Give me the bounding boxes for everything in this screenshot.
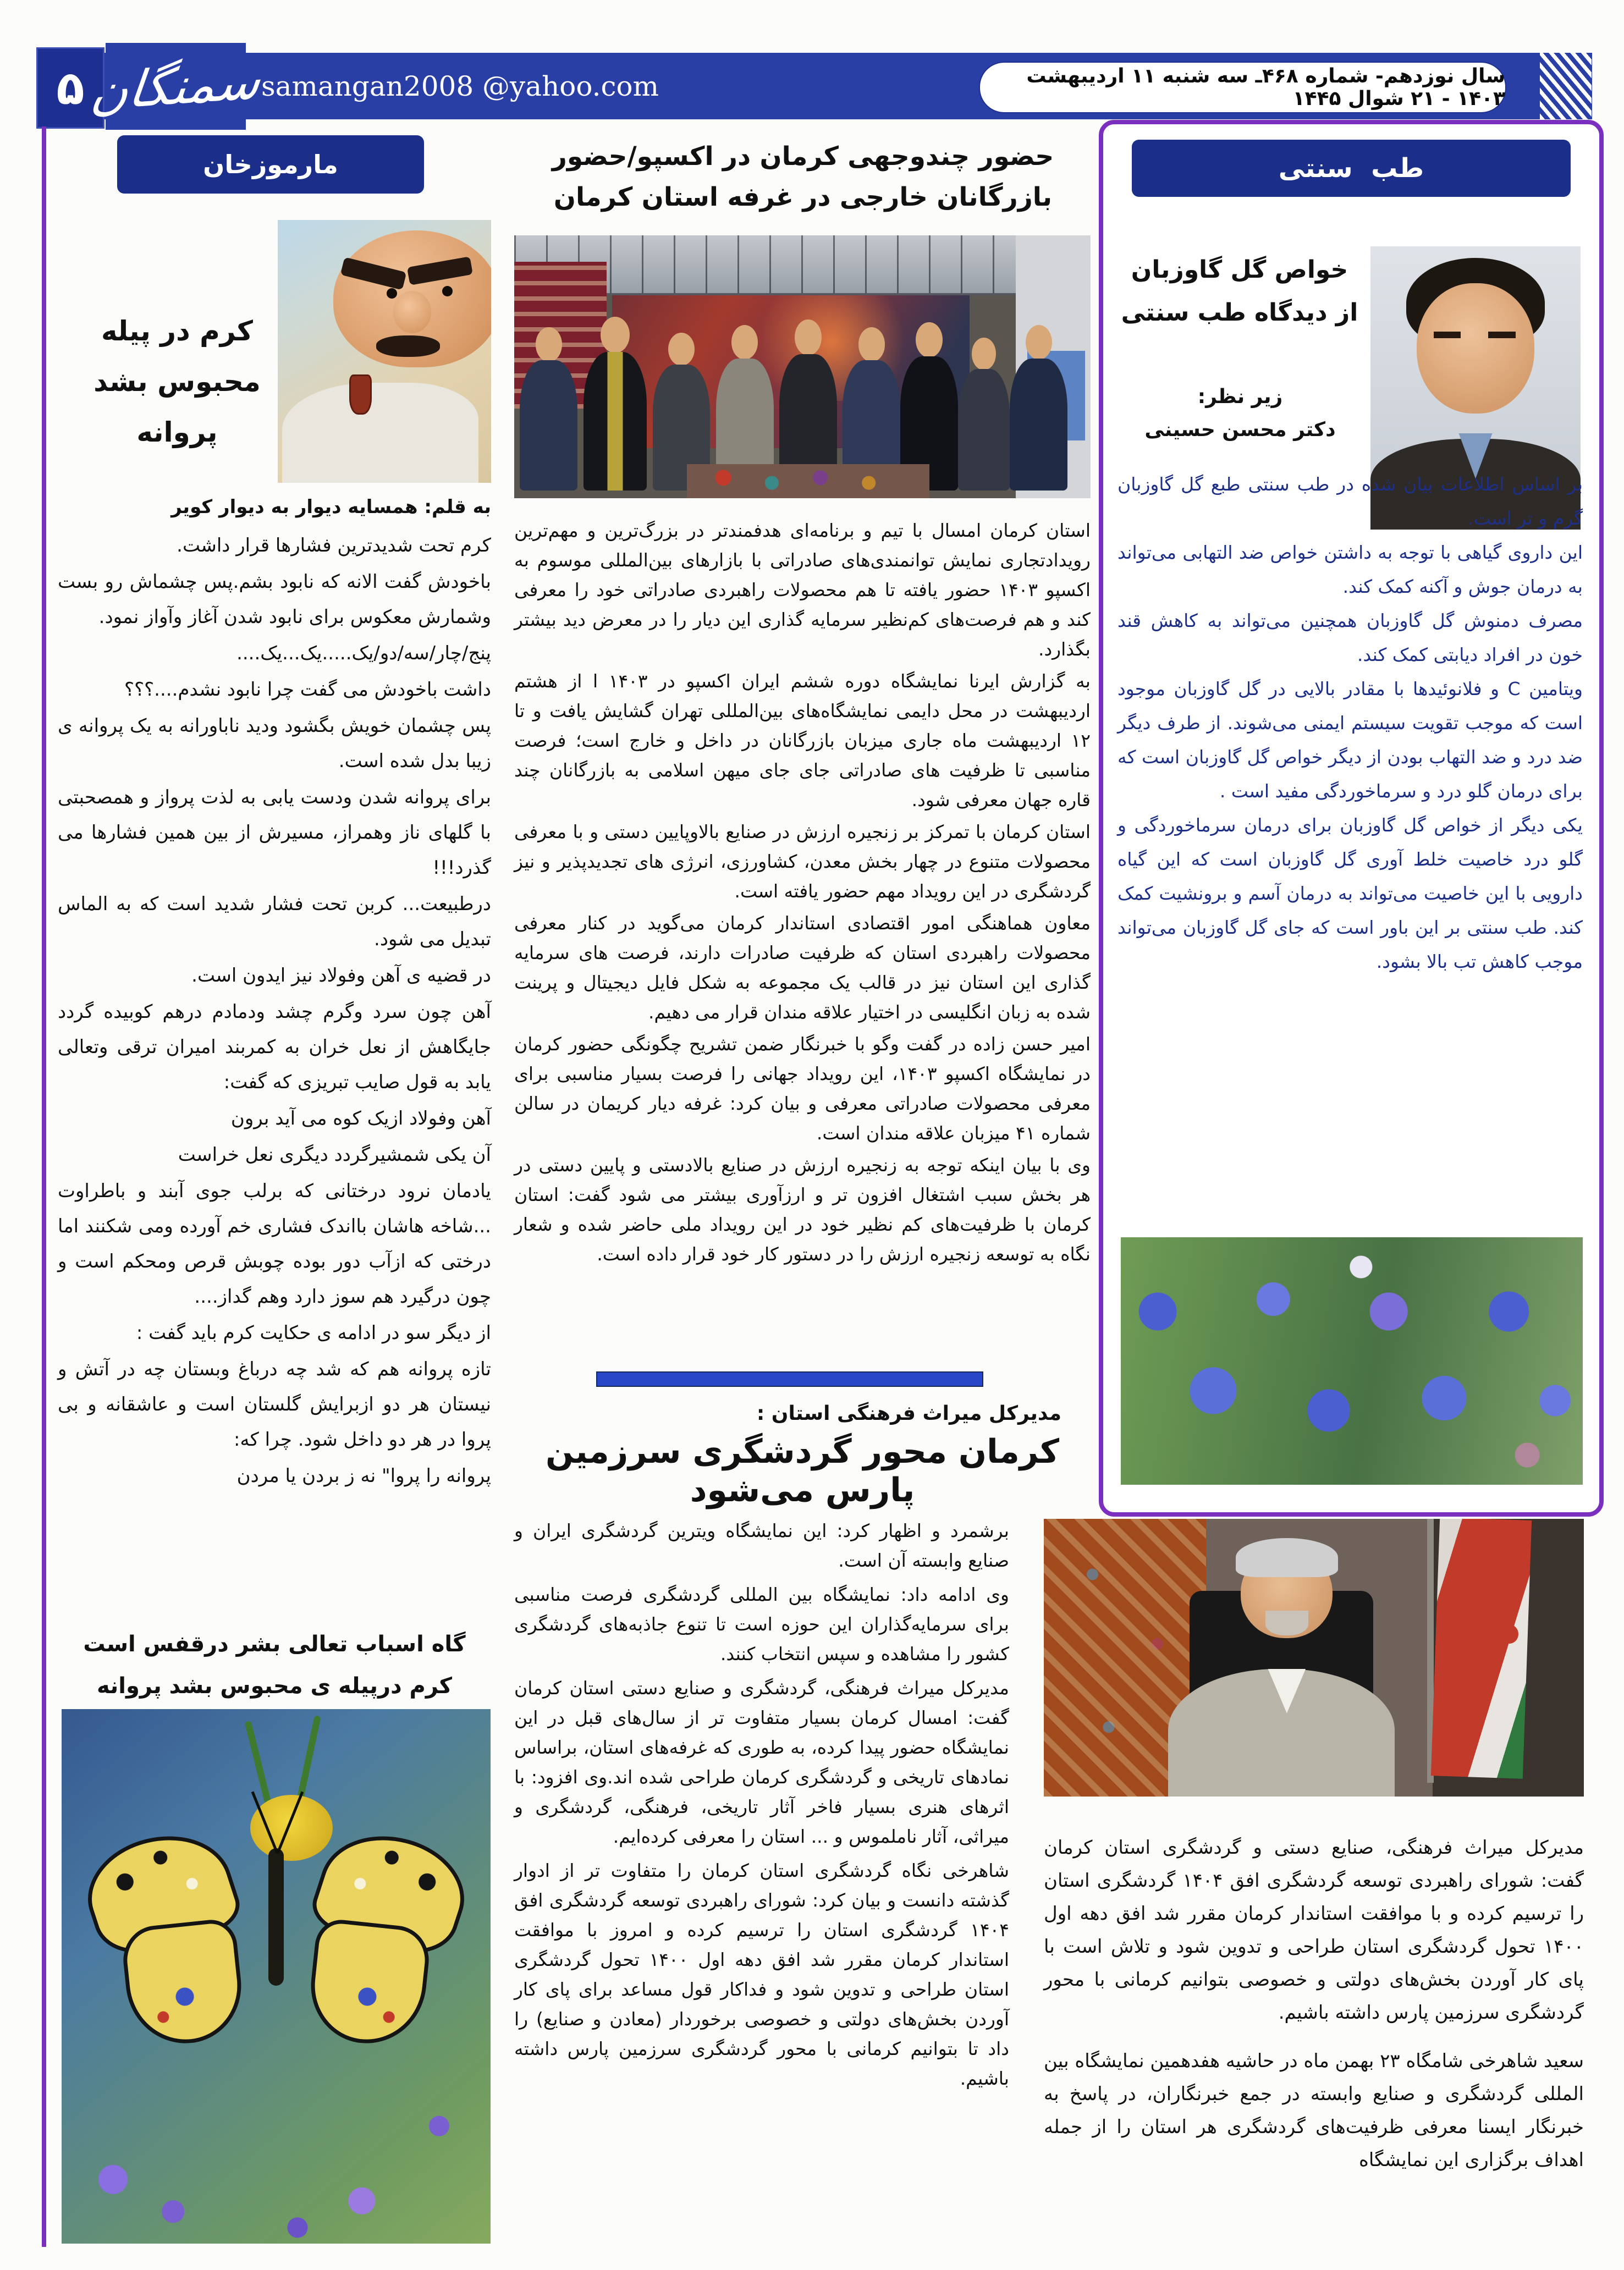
article-paragraph: کرم تحت شدیدترین فشارها قرار داشت. bbox=[177, 535, 491, 557]
iran-flag bbox=[1431, 1519, 1532, 1778]
section-header-marmoozkhan bbox=[117, 135, 424, 194]
article-paragraph: آن یکی شمشیرگردد دیگری نعل خراست bbox=[178, 1144, 491, 1166]
medicine-article-title: خواص گل گاوزبان از دیدگاه طب سنتی bbox=[1121, 256, 1358, 327]
butterfly-photo bbox=[62, 1709, 491, 2244]
yellow-flower bbox=[250, 1795, 333, 1861]
products-table bbox=[687, 464, 929, 498]
article-paragraph: آهن وفولاد ازیک کوه می آید برون bbox=[230, 1108, 491, 1130]
section-header-tib-sonnati bbox=[1132, 140, 1571, 197]
left-article-byline: به قلم: همسایه دیوار به دیوار کویر bbox=[171, 496, 491, 518]
tourism-article-body bbox=[514, 1516, 1009, 2098]
article-paragraph: داشت باخودش می گفت چرا نابود نشدم....؟؟؟ bbox=[124, 679, 491, 701]
supervisor-name: دکتر محسن حسینی bbox=[1144, 418, 1336, 441]
section-label: طب سنتی bbox=[1278, 153, 1424, 184]
portrait-eyebrow bbox=[1488, 332, 1516, 338]
portrait-eyebrow bbox=[1434, 332, 1461, 338]
tourism-article-headline: کرمان محور گردشگری سرزمین پارس می‌شود bbox=[545, 1432, 1060, 1509]
person-silhouette bbox=[583, 317, 647, 490]
portrait-face bbox=[1417, 283, 1534, 414]
article-paragraph: استان کرمان امسال با تیم و برنامه‌ای هدفمندتر در بزرگ‌ترین و مهم‌ترین رویدادتجاری نمایش توانمندی‌های صادراتی با بازارهای بین‌المللی موسوم به اکسپو ۱۴۰۳ حضور یافته تا هم محصولات راهبردی صادراتی خود را معرفی کند و هم فرصت‌های کم‌نظیر سرمایه گذاری این دیار را در معرض دید بیشتر بگذارد. bbox=[514, 520, 1091, 660]
section-divider-bar bbox=[596, 1371, 983, 1387]
article-paragraph: تازه پروانه هم که شد چه درباغ وبستان چه در آتش و نیستان هر دو ازبرایش گلستان است و عاشقانه و بی پروا در هر دو داخل شود. چرا که: bbox=[58, 1358, 491, 1451]
cartoon-mustache bbox=[376, 335, 440, 356]
article-paragraph: معاون هماهنگی امور اقتصادی استاندار کرمان می‌گوید در کنار معرفی محصولات راهبردی استان که ظرفیت صادرات دارند، فرصت های سرمایه گذاری این استان نیز در قالب یک مجموعه به شکل فایل دیجیتال و پرینت شده به زبان انگلیسی در اختیار علاقه مندان قرار می دهیم. bbox=[514, 912, 1091, 1023]
article-paragraph: برای پروانه شدن ودست یابی به لذت پرواز و همصحبتی با گلهای ناز وهمراز، مسیرش از بین همین فشارها می گذرد!!! bbox=[58, 786, 491, 879]
article-paragraph: از دیگر سو در ادامه ی حکایت کرم باید گفت : bbox=[136, 1322, 491, 1344]
medicine-article-body bbox=[1117, 467, 1583, 979]
article-paragraph: برشمرد و اظهار کرد: این نمایشگاه ویترین گردشگری ایران و صنایع وابسته آن است. bbox=[514, 1520, 1009, 1571]
article-paragraph: آهن چون سرد وگرم چشد ودمادم درهم کوبیده گردد جایگاهش از نعل خران به کمربند امیران ترقی وتعالی یابد به قول صایب تبریزی که گفت: bbox=[58, 1001, 491, 1093]
article-paragraph: بر اساس اطلاعات بیان شده در طب سنتی طبع گل گاوزبان گرم و تر است. bbox=[1117, 473, 1583, 529]
left-column-rule bbox=[42, 126, 46, 2247]
cartoon-body bbox=[282, 383, 478, 483]
cartoon-tea-glass bbox=[349, 374, 372, 415]
article-paragraph: شاهرخی نگاه گردشگری استان کرمان را متفاوت تر از ادوار گذشته دانست و بیان کرد: شورای راهبردی توسعه گردشگری افق ۱۴۰۴ گردشگری استان را ترسیم کرده و امروز با موافقت استاندار کرمان مقرر شد افق دهه اول ۱۴۰۰ تحول گردشگری استان طراحی و تدوین شود و فداکار قول مساعد برای پای کار آوردن بخش‌های دولتی و خصوصی برخوردار (معادن و صنایع) را داد تا بتوانیم کرمانی با محور گردشگری سرزمین پارس داشته باشیم. bbox=[514, 1860, 1009, 2089]
article-paragraph: امیر حسن زاده در گفت وگو با خبرنگار ضمن تشریح چگونگی حضور کرمان در نمایشگاه اکسپو ۱۴۰۳، این رویداد جهانی را فرصت بسیار مناسبی برای معرفی محصولات صادراتی معرفی و بیان کرد: غرفه دیار کریمان در سالن شماره ۴۱ میزبان علاقه مندان است. bbox=[514, 1033, 1091, 1144]
official-beard bbox=[1265, 1611, 1309, 1635]
issue-info-pill bbox=[979, 62, 1506, 113]
article-paragraph: باخودش گفت الانه که نابود بشم.پس چشماش رو بست وشمارش معکوس برای نابود شدن آغاز وآواز نمود. bbox=[58, 571, 491, 628]
borage-flowers-photo bbox=[1121, 1237, 1583, 1485]
tourism-article-continuation bbox=[1044, 1831, 1584, 2192]
article-paragraph: درطبیعت... کربن تحت فشار شدید است که به الماس تبدیل می شود. bbox=[58, 893, 491, 950]
tourism-article-kicker: مدیرکل میراث فرهنگی استان : bbox=[756, 1402, 1061, 1425]
section-label: مارموزخان bbox=[203, 150, 338, 179]
person-silhouette bbox=[1010, 325, 1067, 491]
article-paragraph: سعید شاهرخی شامگاه ۲۳ بهمن ماه در حاشیه هفدهمین نمایشگاه بین المللی گردشگری و صنایع وابسته در جمع خبرنگاران، در پاسخ به خبرنگار ایسنا معرفی ظرفیت‌های گردشگری هر استان را از جمله اهداف برگزاری این نمایشگاه bbox=[1043, 2050, 1584, 2171]
expo-article-headline: حضور چندوجهی کرمان در اکسپو/حضور بازرگانان خارجی در غرفه استان کرمان bbox=[552, 141, 1054, 212]
article-paragraph: پروانه را پروا" نه ز بردن یا مردن bbox=[236, 1465, 491, 1487]
official-office-photo bbox=[1044, 1519, 1584, 1797]
article-paragraph: وی ادامه داد: نمایشگاه بین المللی گردشگری فرصت مناسبی برای سرمایه‌گذاران این حوزه است تا تنوع جاذبه‌های گردشگری کشور را مشاهده و سپس انتخاب کنند. bbox=[514, 1584, 1009, 1665]
cartoon-image bbox=[278, 220, 491, 483]
left-article-title: کرم در پیله محبوس بشد پروانه bbox=[93, 315, 261, 448]
article-paragraph: یکی دیگر از خواص گل گاوزبان برای درمان سرماخوردگی و گلو درد خاصیت خلط آوری گل گاوزبان است که این گیاه دارویی با این خاصیت می‌تواند به درمان آسم و برونشیت کمک کند. طب سنتی بر این باور است که جای گل گاوزبان می‌تواند موجب کاهش تب بالا بشود. bbox=[1117, 814, 1583, 972]
article-paragraph: پس چشمان خویش بگشود ودید ناباورانه به یک پروانه ی زیبا بدل شده است. bbox=[58, 715, 491, 772]
left-article-body bbox=[58, 528, 491, 1495]
supervisor-credit bbox=[1122, 381, 1358, 447]
issue-info-text: سال نوزدهم- شماره ۴۶۸ـ سه شنبه ۱۱ اردیبهشت ۱۴۰۳ - ۲۱ شوال ۱۴۴۵ bbox=[1026, 65, 1505, 110]
header-stripes-decoration bbox=[1540, 53, 1592, 119]
official-hair bbox=[1236, 1538, 1339, 1577]
cartoon-nose bbox=[393, 291, 432, 333]
logo-text: سمنگان bbox=[88, 51, 263, 122]
butterfly-body bbox=[268, 1848, 284, 1986]
article-paragraph: در قضیه ی آهن وفولاد نیز ایدون است. bbox=[191, 965, 491, 987]
article-paragraph: مصرف دمنوش گل گاوزبان همچنین می‌تواند به کاهش قند خون در افراد دیابتی کمک کند. bbox=[1117, 610, 1583, 665]
article-paragraph: استان کرمان با تمرکز بر زنجیره ارزش در صنایع بالاوپایین دستی و با معرفی محصولات متنوع در چهار بخش معدن، کشاورزی، انرژی های تجدیدپذیر و نیز گردشگری در این رویداد مهم حضور یافته است. bbox=[514, 821, 1091, 902]
cartoon-eye bbox=[442, 286, 453, 296]
contact-email: samangan2008 @yahoo.com bbox=[261, 70, 659, 102]
article-paragraph: یادمان نرود درختانی که برلب جوی آبند و باطراوت ...شاخه هاشان بااندک فشاری خم آورده ومی شکنند اما درختی که ازآب دور بوده چوبش قرص ومحکم است و چون درگیرد هم سوز دارد وهم گداز.... bbox=[58, 1180, 491, 1308]
closing-verse: گاه اسباب تعالی بشر درقفس است کرم درپیله ی محبوس بشد پروانه bbox=[83, 1632, 466, 1699]
article-paragraph: به گزارش ایرنا نمایشگاه دوره ششم ایران اکسپو در ۱۴۰۳ ا از هشتم اردیبهشت در محل دایمی نمایشگاه‌های بین‌المللی تهران گشایش یافت و تا ۱۲ اردیبهشت ماه جاری میزبان بازرگانان در داخل و خارج است؛ فرصت مناسبی تا ظرفیت های صادراتی جای جای میهن اسلامی به بازرگانان چند قاره جهان معرفی شود. bbox=[514, 670, 1091, 811]
article-paragraph: ویتامین C و فلانوئیدها با مقادر بالایی در گل گاوزبان موجود است که موجب تقویت سیستم ایمنی می‌شوند. از طرف دیگر ضد درد و ضد التهاب بودن از دیگر خواص گل گاوزبان است که برای درمان گلو درد و سرماخوردگی مفید است . bbox=[1117, 678, 1583, 802]
person-silhouette bbox=[520, 327, 577, 490]
newspaper-logo bbox=[88, 43, 263, 130]
article-paragraph: مدیرکل میراث فرهنگی، صنایع دستی و گردشگری استان کرمان گفت: شورای راهبردی توسعه گردشگری افق ۱۴۰۴ گردشگری استان را ترسیم کرده و با موافقت استاندار کرمان مقرر شد افق دهه اول ۱۴۰۰ تحول گردشگری استان طراحی و تدوین شود و تلاش است با پای کار آوردن بخش‌های دولتی و خصوصی بتوانیم کرمانی با محور گردشگری سرزمین پارس داشته باشیم. bbox=[1044, 1837, 1584, 2024]
expo-group-photo bbox=[514, 235, 1091, 498]
article-paragraph: وی با بیان اینکه توجه به زنجیره ارزش در صنایع بالادستی و پایین دستی در هر بخش سبب اشتغال افزون تر و ارزآوری بیشتر می شود گفت: استان کرمان با ظرفیت‌های کم نظیر خود در این رویداد ملی حاضر شده و شعار نگاه به توسعه زنجیره ارزش را در دستور کار خود قرار داده است. bbox=[514, 1154, 1091, 1265]
page-number-value: ۵ bbox=[56, 61, 85, 115]
article-paragraph: مدیرکل میراث فرهنگی، گردشگری و صنایع دستی استان کرمان گفت: امسال کرمان بسیار متفاوت تر از سال‌های قبل در این نمایشگاه حضور پیدا کرده، به طوری که غرفه‌های استان، براساس نمادهای تاریخی و گردشگری کرمان طراحی شده اند.وی افزود: با اثرهای هنری بسیار فاخر آثار تاریخی، فرهنگی، گردشگری و میراثی، آثار ناملموس و ... استان را معرفی کرده‌ایم. bbox=[514, 1677, 1009, 1847]
article-paragraph: این داروی گیاهی با توجه به داشتن خواص ضد التهابی می‌تواند به درمان جوش و آکنه کمک کند. bbox=[1117, 542, 1583, 597]
flower-blossoms bbox=[1121, 1237, 1583, 1485]
person-silhouette bbox=[958, 338, 1010, 490]
expo-article-body bbox=[514, 516, 1091, 1271]
article-paragraph: پنج/چار/سه/دو/یک.....یک...یک.... bbox=[236, 642, 491, 664]
supervisor-label: زیر نظر: bbox=[1197, 385, 1283, 408]
